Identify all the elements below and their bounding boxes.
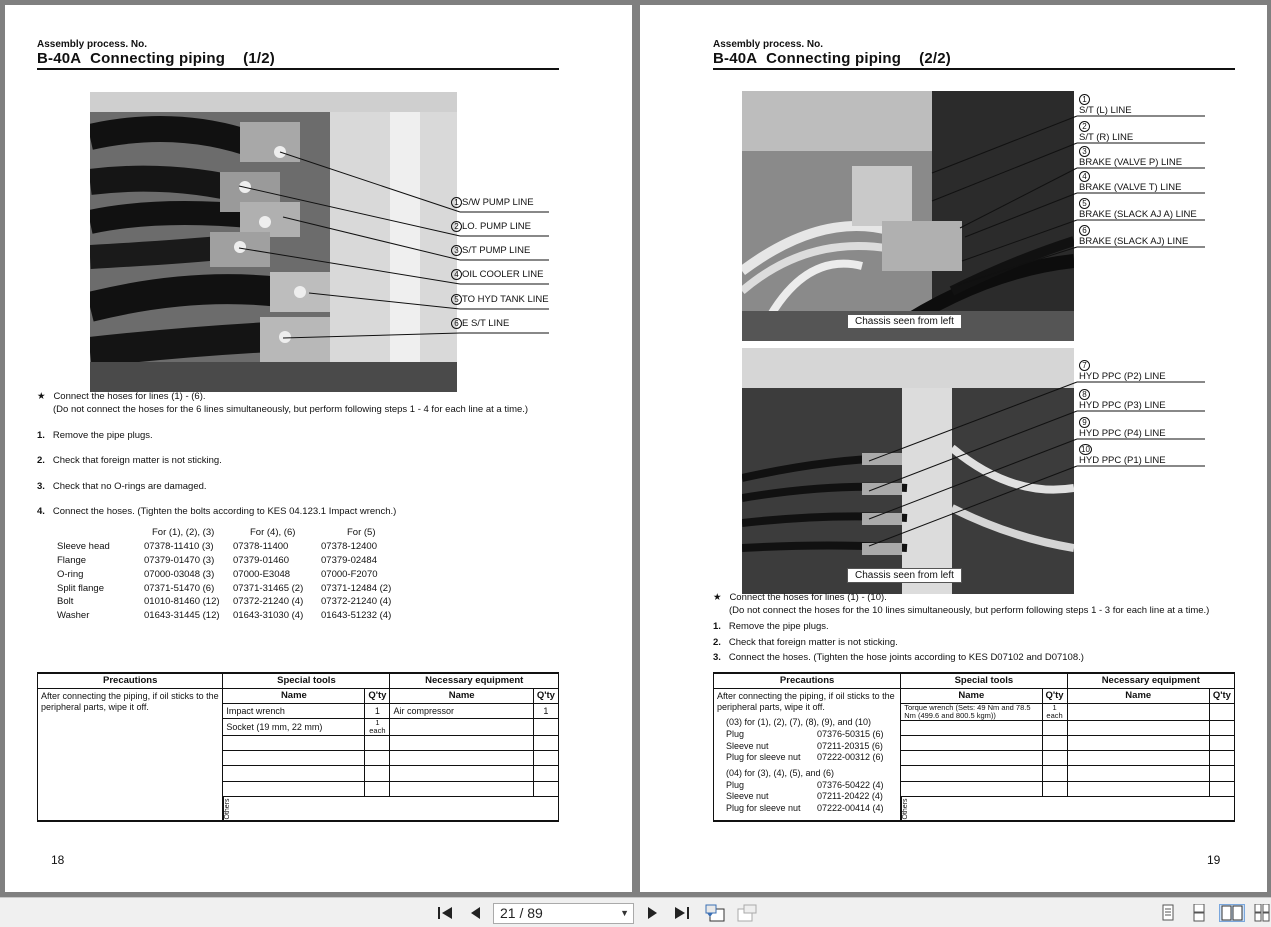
plug-row: Plug 07376-50422 (4) — [726, 779, 884, 790]
process-code: B-40A — [37, 50, 82, 67]
callout-8: 8 HYD PPC (P3) LINE — [1079, 390, 1166, 411]
callout-3: 3 S/T PUMP LINE — [451, 245, 530, 256]
tools-table — [713, 672, 1235, 822]
continuous-page-icon — [1191, 904, 1207, 922]
star-note-detail: (Do not connect the hoses for the 6 lines simultaneously, but perform following steps 1 - 4 for each line at a time.) — [53, 404, 529, 415]
equip-name-header: Name — [1067, 688, 1209, 703]
photo-caption-bottom: Chassis seen from left — [847, 568, 962, 583]
next-view-button[interactable] — [736, 904, 758, 922]
callout-9: 9 HYD PPC (P4) LINE — [1079, 418, 1166, 439]
last-page-button[interactable] — [673, 904, 691, 922]
tool-qty-header: Q'ty — [365, 688, 390, 703]
equipment-header: Necessary equipment — [390, 673, 559, 688]
title-text: Connecting piping — [766, 50, 902, 67]
title-text: Connecting piping — [90, 50, 226, 67]
equip-qty-header: Q'ty — [533, 688, 558, 703]
callout-10: 10 HYD PPC (P1) LINE — [1079, 445, 1166, 466]
callout-7: 7 HYD PPC (P2) LINE — [1079, 361, 1166, 382]
parts-row: Washer 01643-31445 (12) 01643-31030 (4) 01643-51232 (4) — [57, 610, 392, 622]
equip-qty: 1 — [533, 703, 558, 718]
page-number: 19 — [1207, 853, 1221, 867]
callout-2: 2 S/T (R) LINE — [1079, 122, 1134, 143]
callout-3: 3 BRAKE (VALVE P) LINE — [1079, 147, 1183, 168]
precaution-text: After connecting the piping, if oil sticks to the peripheral parts, wipe it off. — [38, 688, 223, 821]
bottom-toolbar — [0, 897, 1271, 927]
callout-5: 5 TO HYD TANK LINE — [451, 294, 549, 305]
step-3: 3. Connect the hoses. (Tighten the hose joints according to KES D07102 and D07108.) — [713, 652, 1084, 663]
parts-row: Flange 07379-01470 (3) 07379-01460 07379-02484 — [57, 554, 377, 566]
tool-name: Torque wrench (Sets: 49 Nm and 78.5 Nm (499.6 and 800.5 kgm)) — [901, 703, 1042, 720]
callout-6: 6 E S/T LINE — [451, 318, 509, 329]
parts-row: Bolt 01010-81460 (12) 07372-21240 (4) 07372-21240 (4) — [57, 596, 392, 608]
callout-4: 4 BRAKE (VALVE T) LINE — [1079, 172, 1182, 193]
chevron-down-icon[interactable]: ▼ — [620, 908, 629, 918]
last-page-icon — [673, 905, 691, 921]
plug-row: Plug for sleeve nut 07222-00414 (4) — [726, 803, 884, 814]
tool-name: Impact wrench — [223, 703, 365, 718]
others-label: Others — [901, 797, 917, 821]
star-note: ★ Connect the hoses for lines (1) - (6). — [37, 391, 206, 402]
step-1: 1. Remove the pipe plugs. — [713, 621, 829, 632]
parts-table — [55, 525, 393, 624]
step-2: 2. Check that foreign matter is not sticking. — [713, 637, 898, 648]
special-tools-header: Special tools — [223, 673, 390, 688]
next-page-button[interactable] — [643, 904, 661, 922]
plug-group-1-title: (03) for (1), (2), (7), (8), (9), and (10) — [726, 717, 872, 728]
page-number: 18 — [51, 853, 65, 867]
tool-qty: 1 — [365, 703, 390, 718]
single-page-icon — [1160, 904, 1176, 922]
process-code: B-40A — [713, 50, 758, 67]
two-page-continuous-icon — [1254, 904, 1270, 922]
tool-name-header: Name — [223, 688, 365, 703]
page-18 — [5, 5, 632, 892]
precautions-header: Precautions — [38, 673, 223, 688]
page-indicator: 21 / 89 — [500, 905, 543, 921]
parts-row: Split flange 07371-51470 (6) 07371-31465 (2) 07371-12484 (2) — [57, 582, 392, 594]
previous-view-button[interactable] — [704, 904, 726, 922]
header-label: Assembly process. No. — [37, 39, 148, 50]
tool-qty: 1 each — [1042, 703, 1067, 720]
precautions-header: Precautions — [714, 673, 901, 688]
previous-page-icon — [469, 905, 481, 921]
step-2: 2. Check that foreign matter is not sticking. — [37, 455, 222, 466]
previous-view-icon — [704, 904, 726, 922]
plug-row: Plug 07376-50315 (6) — [726, 728, 884, 739]
others-label: Others — [223, 797, 239, 821]
two-page-continuous-button[interactable] — [1253, 904, 1271, 922]
plug-row: Sleeve nut 07211-20315 (6) — [726, 740, 883, 751]
two-page-icon — [1221, 905, 1243, 921]
first-page-button[interactable] — [436, 904, 454, 922]
equip-qty-header: Q'ty — [1209, 688, 1234, 703]
callout-6: 6 BRAKE (SLACK AJ) LINE — [1079, 226, 1189, 247]
plug-group-2-title: (04) for (3), (4), (5), and (6) — [726, 767, 835, 778]
single-page-view-button[interactable] — [1159, 904, 1177, 922]
precaution-cell — [714, 688, 901, 821]
tool-name: Socket (19 mm, 22 mm) — [223, 719, 365, 736]
callout-2: 2 LO. PUMP LINE — [451, 221, 531, 232]
star-note: ★ Connect the hoses for lines (1) - (10). — [713, 592, 887, 603]
next-page-icon — [646, 905, 658, 921]
first-page-icon — [436, 905, 454, 921]
page-number-input[interactable] — [493, 903, 634, 924]
parts-row: Sleeve head 07378-11410 (3) 07378-11400 07378-12400 — [57, 541, 377, 553]
tool-qty-header: Q'ty — [1042, 688, 1067, 703]
header-label: Assembly process. No. — [713, 39, 824, 50]
tools-table — [37, 672, 559, 822]
title-part: (2/2) — [919, 50, 951, 67]
step-4: 4. Connect the hoses. (Tighten the bolts according to KES 04.123.1 Impact wrench.) — [37, 506, 397, 517]
callout-1: 1 S/W PUMP LINE — [451, 197, 534, 208]
plug-row: Plug for sleeve nut 07222-00312 (6) — [726, 752, 884, 763]
photo-caption-top: Chassis seen from left — [847, 314, 962, 329]
equipment-header: Necessary equipment — [1067, 673, 1234, 688]
continuous-view-button[interactable] — [1190, 904, 1208, 922]
callout-1: 1 S/T (L) LINE — [1079, 95, 1132, 116]
title-part: (1/2) — [243, 50, 275, 67]
step-1: 1. Remove the pipe plugs. — [37, 430, 153, 441]
precaution-text: After connecting the piping, if oil sticks to the peripheral parts, wipe it off. — [717, 690, 895, 713]
two-page-view-button[interactable] — [1219, 904, 1245, 922]
equip-name-header: Name — [390, 688, 533, 703]
page-19 — [640, 5, 1267, 892]
step-3: 3. Check that no O-rings are damaged. — [37, 481, 207, 492]
equip-name: Air compressor — [390, 703, 533, 718]
plug-row: Sleeve nut 07211-20422 (4) — [726, 791, 883, 802]
next-view-icon — [736, 904, 758, 922]
parts-header-row: For (1), (2), (3) For (4), (6) For (5) — [152, 527, 376, 539]
tool-name-header: Name — [901, 688, 1042, 703]
star-note-detail: (Do not connect the hoses for the 10 lines simultaneously, but perform following steps 1 - 3 for each line at a time.) — [729, 605, 1210, 616]
special-tools-header: Special tools — [901, 673, 1067, 688]
parts-row: O-ring 07000-03048 (3) 07000-E3048 07000-F2070 — [57, 568, 378, 580]
callout-5: 5 BRAKE (SLACK AJ A) LINE — [1079, 199, 1197, 220]
tool-qty: 1 each — [365, 719, 390, 736]
callout-4: 4 OIL COOLER LINE — [451, 269, 543, 280]
previous-page-button[interactable] — [466, 904, 484, 922]
